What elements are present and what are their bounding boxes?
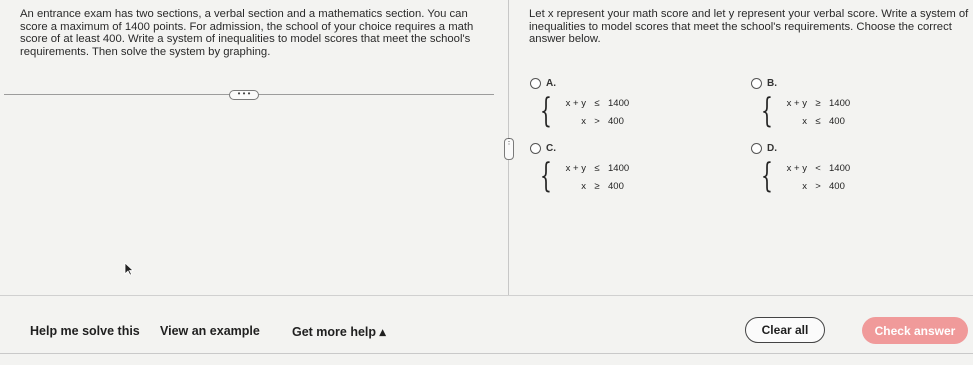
check-answer-button[interactable]: Check answer [862, 317, 968, 344]
inequality-row: x > 400 [802, 181, 845, 192]
footer-bar [0, 296, 973, 352]
bottom-divider [0, 353, 973, 354]
mouse-cursor-icon [124, 262, 134, 281]
radio-choice-d[interactable] [751, 143, 762, 154]
brace-icon: { [761, 156, 773, 196]
inequality-row: x + y < 1400 [786, 163, 851, 174]
inequality-system [540, 91, 650, 132]
question-prompt: Let x represent your math score and let y represent your verbal score. Write a system of inequalities to model scores that meet the school's requirements. Choose the correct answer below. [529, 8, 969, 45]
radio-choice-a[interactable] [530, 78, 541, 89]
inequality-row: x ≤ 400 [802, 116, 845, 127]
inequality-row: x > 400 [581, 116, 624, 127]
inequality-system [761, 156, 871, 197]
clear-all-button[interactable]: Clear all [745, 317, 825, 343]
inequality-row: x + y ≤ 1400 [565, 98, 630, 109]
choice-a[interactable] [530, 76, 650, 132]
brace-icon: { [540, 156, 552, 196]
brace-icon: { [761, 91, 773, 131]
radio-choice-b[interactable] [751, 78, 762, 89]
question-pane [529, 8, 969, 46]
choice-d[interactable] [751, 141, 871, 197]
help-me-solve-link[interactable]: Help me solve this [30, 324, 140, 338]
inequality-system [761, 91, 871, 132]
get-more-help-link[interactable]: Get more help ▴ [292, 325, 386, 339]
choice-b[interactable] [751, 76, 871, 132]
problem-statement: An entrance exam has two sections, a verbal section and a mathematics section. You can score a maximum of 1400 points. For admission, the school of your choice requires a math score of at least 400. Write a system of inequalities to model scores that meet the school's requirements. Then solve the system by graphing. [20, 8, 474, 58]
resize-handle-vertical[interactable]: ⋮ [504, 138, 514, 160]
problem-pane [0, 0, 508, 295]
choice-letter: C. [546, 142, 556, 154]
inequality-system [540, 156, 650, 197]
choice-letter: A. [546, 77, 556, 89]
inequality-row: x ≥ 400 [581, 181, 624, 192]
inequality-row: x + y ≥ 1400 [786, 98, 851, 109]
choice-letter: B. [767, 77, 777, 89]
view-example-link[interactable]: View an example [160, 324, 260, 338]
brace-icon: { [540, 91, 552, 131]
choice-c[interactable] [530, 141, 650, 197]
radio-choice-c[interactable] [530, 143, 541, 154]
resize-handle-horizontal[interactable]: • • • [229, 90, 259, 100]
choice-letter: D. [767, 142, 777, 154]
inequality-row: x + y ≤ 1400 [565, 163, 630, 174]
